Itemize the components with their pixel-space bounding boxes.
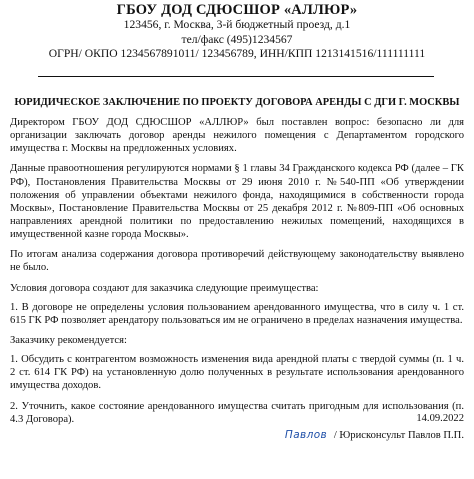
organization-address: 123456, г. Москва, 3-й бюджетный проезд, д.1	[123, 18, 351, 31]
paragraph-advantage-1: 1. В договоре не определены условия пользованием арендованного имущества, что в силу ч. 1 ст. 615 ГК РФ позволяет арендатору пользоваться им не ограничено в пределах назначения имущества.	[10, 301, 464, 326]
organization-name: ГБОУ ДОД СДЮСШОР «АЛЛЮР»	[116, 2, 358, 18]
paragraph-recommendations-heading: Заказчику рекомендуется:	[10, 335, 127, 347]
paragraph-advantages-heading: Условия договора создают для заказчика следующие преимущества:	[10, 282, 319, 294]
letterhead	[0, 2, 474, 62]
document-body	[10, 116, 464, 433]
organization-phone: тел/факс (495)1234567	[181, 32, 293, 46]
paragraph-recommendation-1: 1. Обсудить с контрагентом возможность изменения вида арендной платы с твердой суммы (п. 1 ч. 2 ст. 614 ГК РФ) на установленную долю полученных в результате использования арендованного имущества доходов.	[10, 354, 464, 392]
paragraph-analysis-result: По итогам анализа содержания договора противоречий действующему законодательству выявлено не было.	[10, 249, 464, 274]
signatory-name: Юрисконсульт Павлов П.П.	[339, 430, 464, 441]
paragraph-recommendation-2: 2. Уточнить, какое состояние арендованного имущества считать пригодным для использования (п. 4.3 Договора).	[10, 400, 464, 425]
paragraph-legal-basis: Данные правоотношения регулируются нормами § 1 главы 34 Гражданского кодекса РФ (далее – ГК РФ), Постановления Правительства Москвы от 29 июня 2010 г. №540-ПП «Об утверждении положения об управлении объектами нежилого фонда, находящимися в собственности города Москвы», Постановление Правительства Москвы от 25 декабря 2012 г. №809-ПП «Об основных направлениях арендной политики по предоставлению нежилых помещений, находящихся в имущественной казне города Москвы».	[10, 163, 464, 240]
document-title: ЮРИДИЧЕСКОЕ ЗАКЛЮЧЕНИЕ ПО ПРОЕКТУ ДОГОВОРА АРЕНДЫ С ДГИ Г. МОСКВЫ	[14, 97, 460, 108]
handwritten-signature: Павлов	[284, 429, 328, 441]
signature-separator: /	[333, 430, 337, 441]
letterhead-divider	[38, 76, 434, 77]
document-date: 14.09.2022	[416, 413, 464, 424]
organization-codes: ОГРН/ ОКПО 1234567891011/ 123456789, ИНН/КПП 1213141516/111111111	[48, 47, 426, 61]
signature-block	[285, 428, 464, 443]
paragraph-question: Директором ГБОУ ДОД СДЮСШОР «АЛЛЮР» был поставлен вопрос: безопасно ли для организации заключать договор аренды нежилого помещения с Департаментом городского имущества г. Москвы на предложенных условиях.	[10, 117, 464, 155]
